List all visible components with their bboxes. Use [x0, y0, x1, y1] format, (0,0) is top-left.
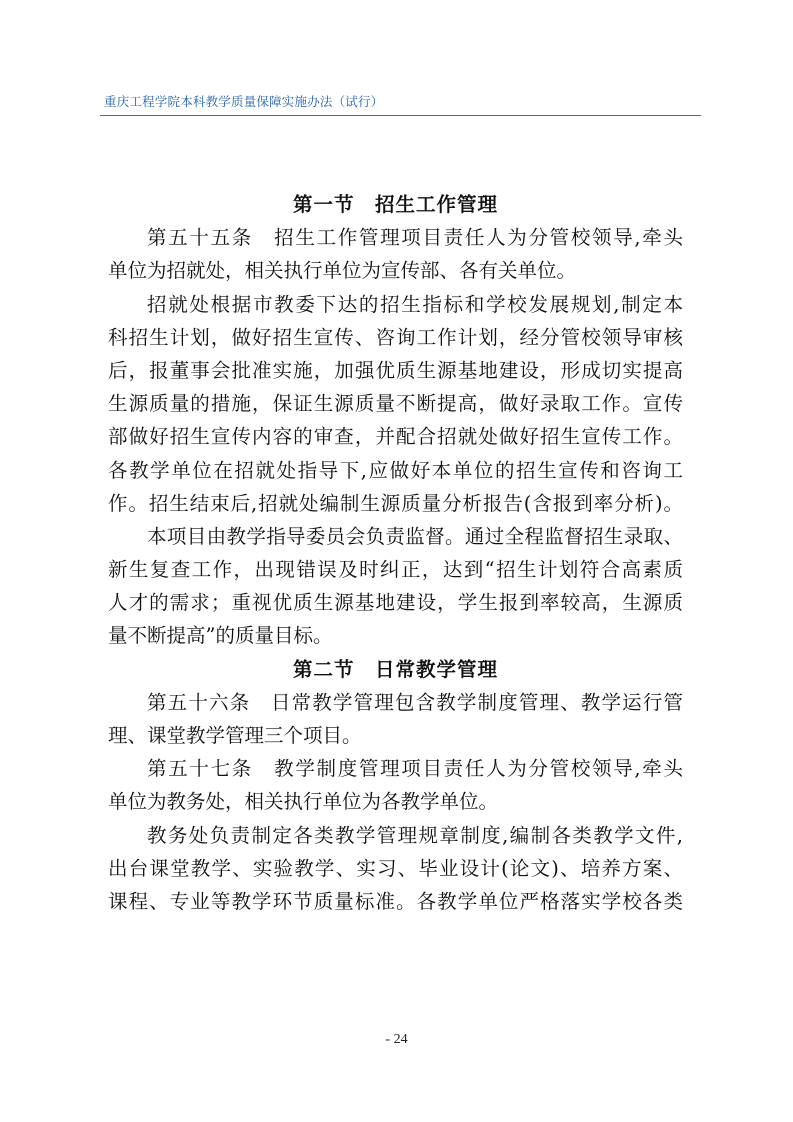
paragraph-line: 理、课堂教学管理三个项目。: [108, 724, 362, 747]
paragraph-line: 单位为教务处，相关执行单位为各教学单位。: [108, 790, 499, 814]
paragraph-line: 出台课堂教学、实验教学、实习、毕业设计(论文)、培养方案、: [108, 856, 683, 880]
section-heading: 第一节 招生工作管理: [292, 193, 498, 216]
paragraph-line: 后，报董事会批准实施，加强优质生源基地建设，形成切实提高: [108, 358, 683, 382]
section-heading: 第二节 日常教学管理: [292, 657, 498, 681]
paragraph-line: 部做好招生宣传内容的审查，并配合招就处做好招生宣传工作。: [108, 425, 683, 449]
paragraph-line: 教务处负责制定各类教学管理规章制度,编制各类教学文件,: [147, 823, 683, 847]
paragraph-line: 第五十六条 日常教学管理包含教学制度管理、教学运行管: [147, 690, 683, 714]
paragraph-line: 新生复查工作，出现错误及时纠正，达到“招生计划符合高素质: [108, 558, 683, 582]
paragraph-line: 单位为招就处，相关执行单位为宣传部、各有关单位。: [108, 259, 577, 283]
paragraph-line: 本项目由教学指导委员会负责监督。通过全程监督招生录取、: [147, 524, 683, 548]
paragraph-line: 各教学单位在招就处指导下,应做好本单位的招生宣传和咨询工: [108, 458, 683, 482]
paragraph-line: 科招生计划，做好招生宣传、咨询工作计划，经分管校领导审核: [108, 325, 683, 349]
header-divider: [100, 115, 701, 116]
paragraph-line: 量不断提高”的质量目标。: [108, 624, 333, 648]
paragraph-line: 人才的需求；重视优质生源基地建设，学生报到率较高，生源质: [108, 591, 683, 615]
document-body: [108, 188, 683, 918]
page-number: - 24: [385, 1032, 408, 1047]
paragraph-line: 第五十五条 招生工作管理项目责任人为分管校领导,牵头: [147, 226, 683, 250]
paragraph-line: 作。招生结束后,招就处编制生源质量分析报告(含报到率分析)。: [108, 491, 683, 515]
paragraph-line: 第五十七条 教学制度管理项目责任人为分管校领导,牵头: [147, 757, 683, 781]
paragraph-line: 课程、专业等教学环节质量标准。各教学单位严格落实学校各类: [108, 889, 683, 913]
paragraph-line: 生源质量的措施，保证生源质量不断提高，做好录取工作。宣传: [108, 392, 683, 416]
paragraph-line: 招就处根据市教委下达的招生指标和学校发展规划,制定本: [147, 292, 683, 316]
running-header-title: 重庆工程学院本科教学质量保障实施办法（试行）: [104, 94, 384, 109]
